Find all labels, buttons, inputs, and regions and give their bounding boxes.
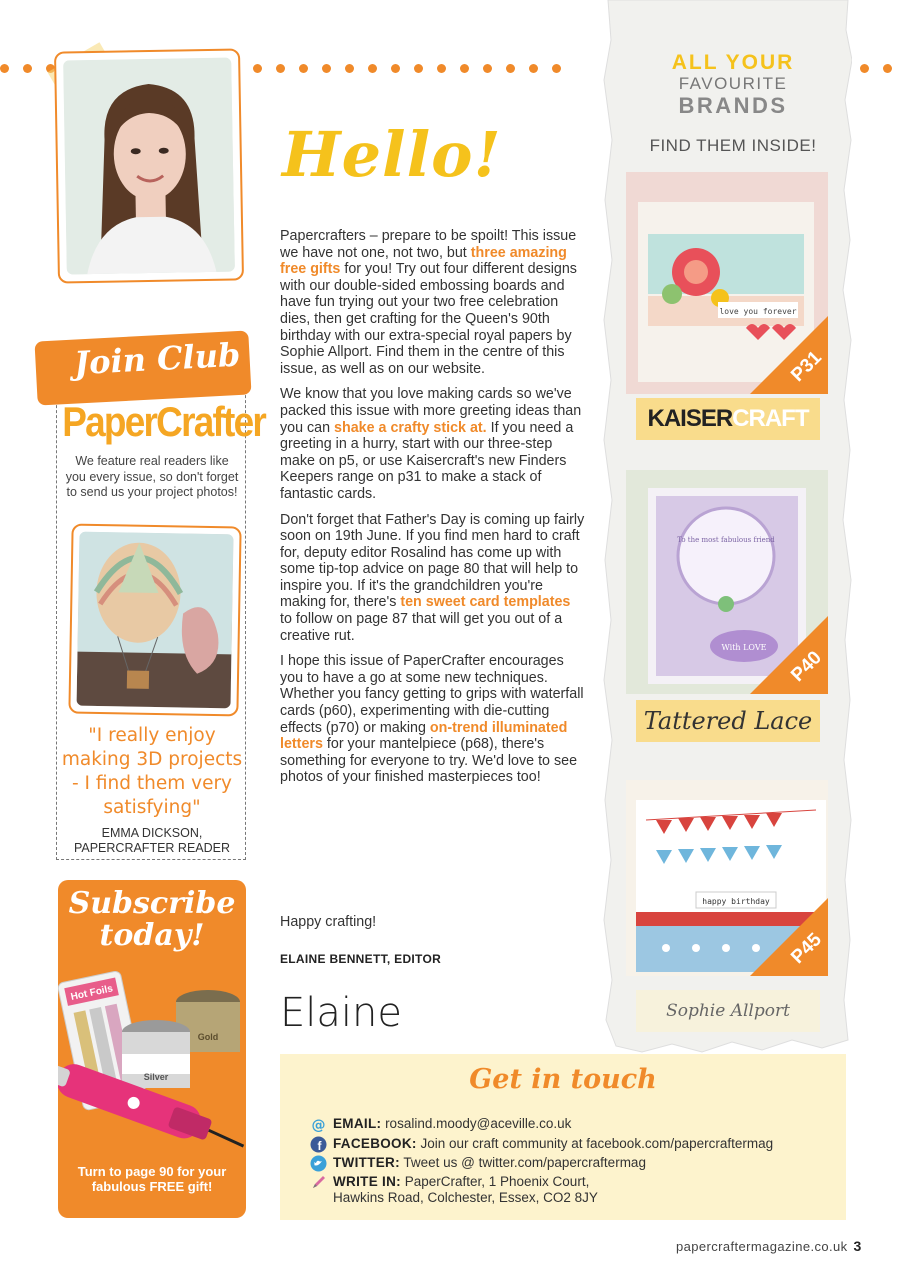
text-run: for your mantelpiece (p68), there's something for everyone to try. We'd love to see photos of your finished masterpieces too! [280, 736, 578, 786]
brand-logo-text: Tattered Lace [643, 707, 813, 735]
get-in-touch-panel [280, 1054, 846, 1220]
contact-value[interactable]: Join our craft community at facebook.com/papercraftermag [420, 1136, 774, 1151]
reader-quote: "I really enjoy making 3D projects - I find them very satisfying" [61, 725, 243, 818]
brands-line: FAVOURITE [678, 74, 788, 93]
page-footer [676, 1238, 862, 1254]
contact-facebook[interactable] [310, 1136, 773, 1153]
brand-logo-tattered-lace [636, 700, 820, 742]
brand-logo-kaisercraft [636, 398, 820, 440]
editor-name: ELAINE BENNETT, EDITOR [280, 952, 442, 966]
page-tag-label: P40 [787, 647, 827, 687]
contact-label: TWITTER: [333, 1155, 400, 1170]
contact-label: FACEBOOK: [333, 1136, 417, 1151]
letter-paragraph [280, 386, 586, 502]
brands-heading [648, 52, 818, 118]
highlight-text: ten sweet card templates [400, 594, 571, 611]
highlight-text: three amazing free gifts [280, 244, 567, 278]
subscribe-box[interactable] [58, 880, 246, 1218]
card-sentiment: With LOVE [721, 643, 767, 652]
highlight-text: shake a crafty stick at. [334, 419, 487, 436]
dotted-rule-right [860, 64, 892, 74]
contact-write-in [310, 1174, 598, 1206]
silver-label: Silver [143, 1072, 169, 1082]
editor-letter [280, 228, 586, 795]
card-sentiment: To the most fabulous friend [677, 536, 775, 544]
club-note: We feature real readers like you every issue, so don't forget to send us your project photos! [65, 454, 239, 499]
text-run: for you! Try out four different designs with our double-sided embossing boards and have fun trying out your two free celebration dies, then get crafting for the Queen's 90th birthday with our extra-special royal papers by Sophie Allport. Find them in the centre of this issue, as well as on our website. [280, 261, 577, 377]
card-sentiment: love you forever [719, 307, 797, 316]
at-sign-icon [310, 1116, 327, 1133]
quote-author-role: PAPERCRAFTER READER [73, 841, 231, 855]
twitter-icon [310, 1155, 327, 1172]
signoff: Happy crafting! [280, 914, 377, 930]
letter-paragraph [280, 653, 586, 786]
contact-value: PaperCrafter, 1 Phoenix Court, [404, 1174, 590, 1189]
page-number: 3 [853, 1238, 862, 1254]
page-tag [750, 316, 828, 394]
hello-title: Hello! [282, 118, 502, 191]
footer-site[interactable]: papercraftermagazine.co.uk [676, 1239, 848, 1254]
text-run: to follow on page 87 that will get you out of a creative rut. [280, 611, 563, 644]
reader-project-photo [68, 524, 241, 717]
papercrafter-logo: PaperCrafter [62, 398, 266, 445]
hot-foils-label: Hot Foils [69, 983, 114, 1003]
svg-text:@: @ [311, 1117, 326, 1133]
text-run: We know that you love making cards so we've packed this issue with more greeting ideas than you can [280, 386, 582, 436]
svg-text:f: f [317, 1139, 322, 1153]
page-tag-label: P31 [787, 347, 827, 387]
quote-author: EMMA DICKSON, [101, 826, 203, 840]
card-sentiment: happy birthday [702, 897, 770, 906]
free-gift-illustration [58, 962, 246, 1162]
text-run: If you need a greeting in a hurry, start with our three-step make on p5, or use Kaisercraft's new Finders Keepers range on p31 to make a stack of fantastic cards. [280, 419, 574, 502]
editor-photo [54, 48, 244, 283]
contact-label: EMAIL: [333, 1116, 382, 1131]
get-in-touch-title: Get in touch [469, 1064, 657, 1095]
text-run: Don't forget that Father's Day is coming up fairly soon on 19th June. If you find men hard to craft for, deputy editor Rosalind has come up with some tip-top advice on page 80 that will help to inspire you. If it's the grandchildren you're making for, there's [280, 511, 585, 611]
text-run: Papercrafters – prepare to be spoilt! This issue we have not one, not two, but [280, 228, 577, 261]
subscribe-title-line: today! [99, 918, 205, 953]
join-club-title: Join Club [73, 335, 242, 383]
brand-logo-text: CRAFT [732, 405, 809, 432]
page-tag-label: P45 [787, 929, 827, 969]
highlight-text: on-trend illuminated letters [280, 719, 568, 753]
letter-paragraph [280, 228, 586, 377]
contact-value[interactable]: rosalind.moody@aceville.co.uk [385, 1116, 572, 1131]
text-run: I hope this issue of PaperCrafter encourages you to have a go at some new techniques. Whether you fancy getting to grips with waterfall cards (p60), experimenting with die-cutting effects (p70) or making [280, 653, 584, 736]
brand-logo-text: KAISER [647, 405, 733, 432]
subscribe-cta[interactable]: Turn to page 90 for your fabulous FREE gift! [77, 1164, 227, 1194]
gold-label: Gold [197, 1032, 219, 1042]
page-tag [750, 616, 828, 694]
find-inside-caption: FIND THEM INSIDE! [649, 136, 817, 155]
quote-attribution [60, 826, 244, 856]
contact-value[interactable]: Tweet us @ twitter.com/papercraftermag [403, 1155, 646, 1170]
brands-line: BRANDS [678, 93, 788, 118]
page-tag [750, 898, 828, 976]
letter-paragraph [280, 512, 586, 645]
editor-signature: Elaine [280, 990, 402, 1036]
pen-icon [310, 1174, 327, 1191]
hot-air-balloon-illustration [76, 532, 233, 709]
brands-line: ALL YOUR [671, 51, 795, 74]
subscribe-title-line: Subscribe [68, 886, 236, 921]
editor-portrait-illustration [63, 58, 235, 275]
brand-logo-sophie-allport [636, 990, 820, 1032]
brand-logo-text: Sophie Allport [666, 1001, 790, 1021]
subscribe-title [58, 888, 246, 952]
contact-label: WRITE IN: [333, 1174, 401, 1189]
contact-value: Hawkins Road, Colchester, Essex, CO2 8JY [333, 1190, 598, 1205]
contact-twitter[interactable] [310, 1155, 646, 1172]
contact-email[interactable] [310, 1116, 571, 1133]
facebook-icon [310, 1136, 327, 1153]
